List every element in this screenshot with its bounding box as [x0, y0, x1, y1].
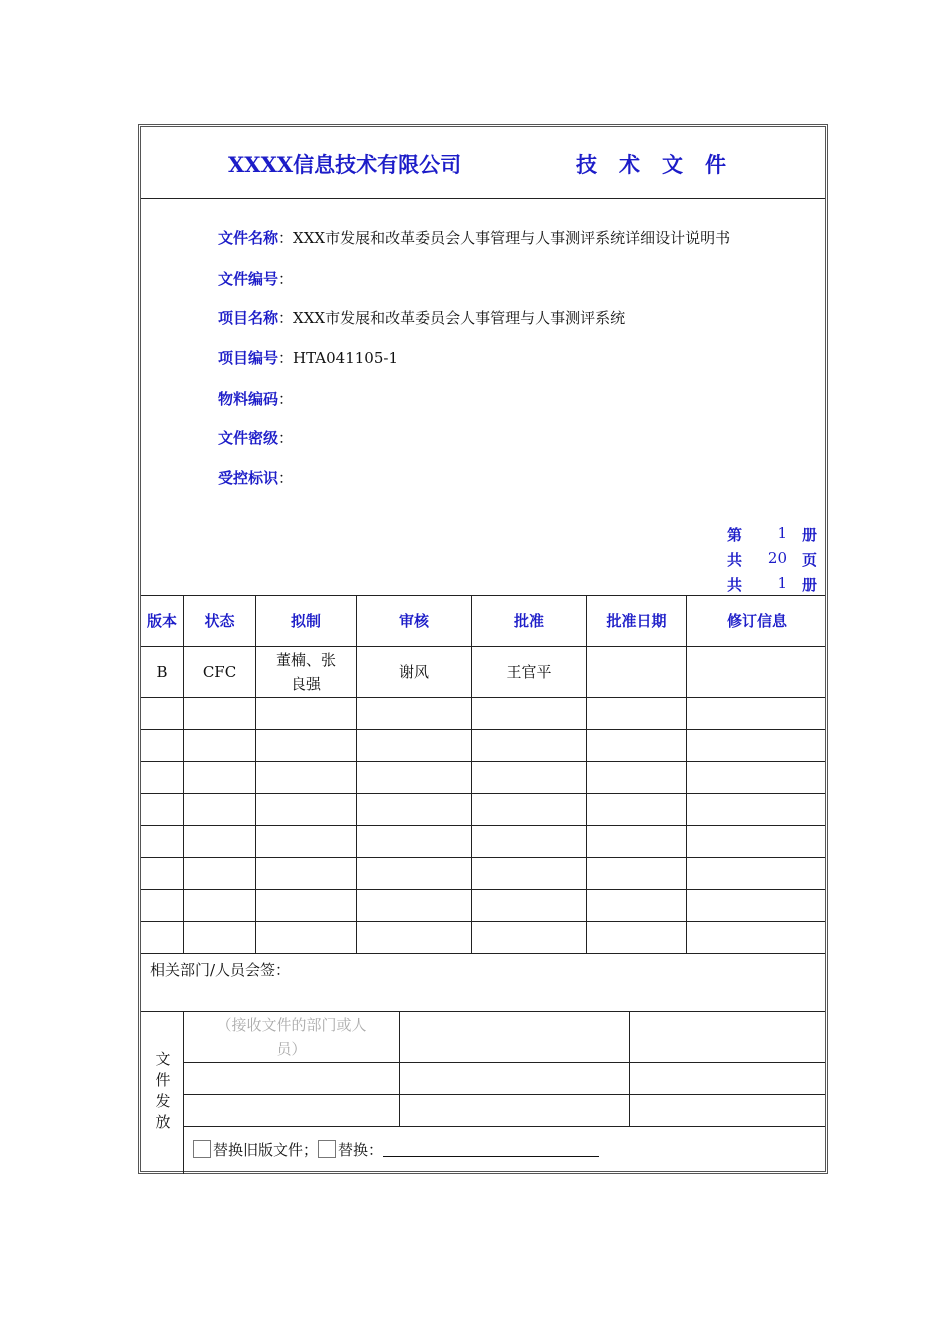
header-version: 版本	[146, 612, 177, 630]
header-status: 状态	[204, 612, 235, 630]
cell-status: CFC	[202, 663, 237, 681]
field-file-number: 文件编号：	[218, 270, 294, 288]
document-cover-sheet: XXXX信息技术有限公司 技术文件 文件名称：XXX市发展和改革委员会人事管理与人事测评系统详细设计说明书 文件编号： 项目名称：XXX市发展和改革委员会人事管理与人事测评系统 项目编号：HTA041105-1 物料编码： 文件密级： 受控标识： 第 1 册 共 20 页 共 1 册 版本 状态 拟制 审核 批准 批准日期 修订信息 B CFC 董楠、张良强 谢风 王官平 相关部门/人员会签： 文件发放 （接收文件的部门或人员） 替换旧版文件； 替换：	[138, 124, 828, 1174]
table-border	[141, 889, 825, 890]
cell-approved: 王官平	[506, 663, 552, 681]
field-project-number: 项目编号：HTA041105-1	[218, 349, 399, 367]
recipient-placeholder: （接收文件的部门或人员）	[216, 1016, 367, 1058]
table-border	[183, 1062, 825, 1063]
replace-blank-line[interactable]	[383, 1142, 599, 1157]
header-revision-info: 修订信息	[726, 612, 787, 630]
replace-checkbox[interactable]	[318, 1140, 336, 1158]
field-file-name: 文件名称：XXX市发展和改革委员会人事管理与人事测评系统详细设计说明书	[218, 229, 731, 247]
table-border	[141, 729, 825, 730]
field-material-code: 物料编码：	[218, 390, 294, 408]
field-project-name: 项目名称：XXX市发展和改革委员会人事管理与人事测评系统	[218, 309, 626, 327]
replace-old-checkbox[interactable]	[193, 1140, 211, 1158]
distribution-label: 文件发放	[153, 1050, 172, 1135]
table-border	[629, 1011, 630, 1126]
table-border	[141, 857, 825, 858]
header-approval-date: 批准日期	[606, 612, 667, 630]
cell-reviewed: 谢风	[398, 663, 429, 681]
divider	[141, 198, 825, 199]
table-border	[183, 1094, 825, 1095]
replace-label: 替换：	[338, 1141, 384, 1159]
table-border	[141, 761, 825, 762]
table-border	[141, 825, 825, 826]
cell-version: B	[156, 663, 168, 681]
cell-revision-info	[687, 647, 827, 697]
document-type-title: 技术文件	[576, 152, 748, 177]
table-border	[141, 793, 825, 794]
header-drafted: 拟制	[290, 612, 321, 630]
table-border	[141, 921, 825, 922]
replace-options	[193, 1139, 599, 1160]
field-control-mark: 受控标识：	[218, 469, 294, 487]
cell-approval-date	[587, 647, 686, 697]
cell-drafted: 董楠、张良强	[275, 651, 336, 693]
table-border	[183, 1126, 825, 1127]
field-security-level: 文件密级：	[218, 429, 294, 447]
header-reviewed: 审核	[398, 612, 429, 630]
replace-old-label: 替换旧版文件；	[213, 1141, 319, 1159]
company-name: XXXX信息技术有限公司	[228, 152, 462, 177]
table-border	[141, 953, 825, 954]
table-border	[399, 1011, 400, 1126]
table-border	[141, 697, 825, 698]
signoff-label: 相关部门/人员会签：	[150, 961, 291, 979]
header-approved: 批准	[513, 612, 544, 630]
